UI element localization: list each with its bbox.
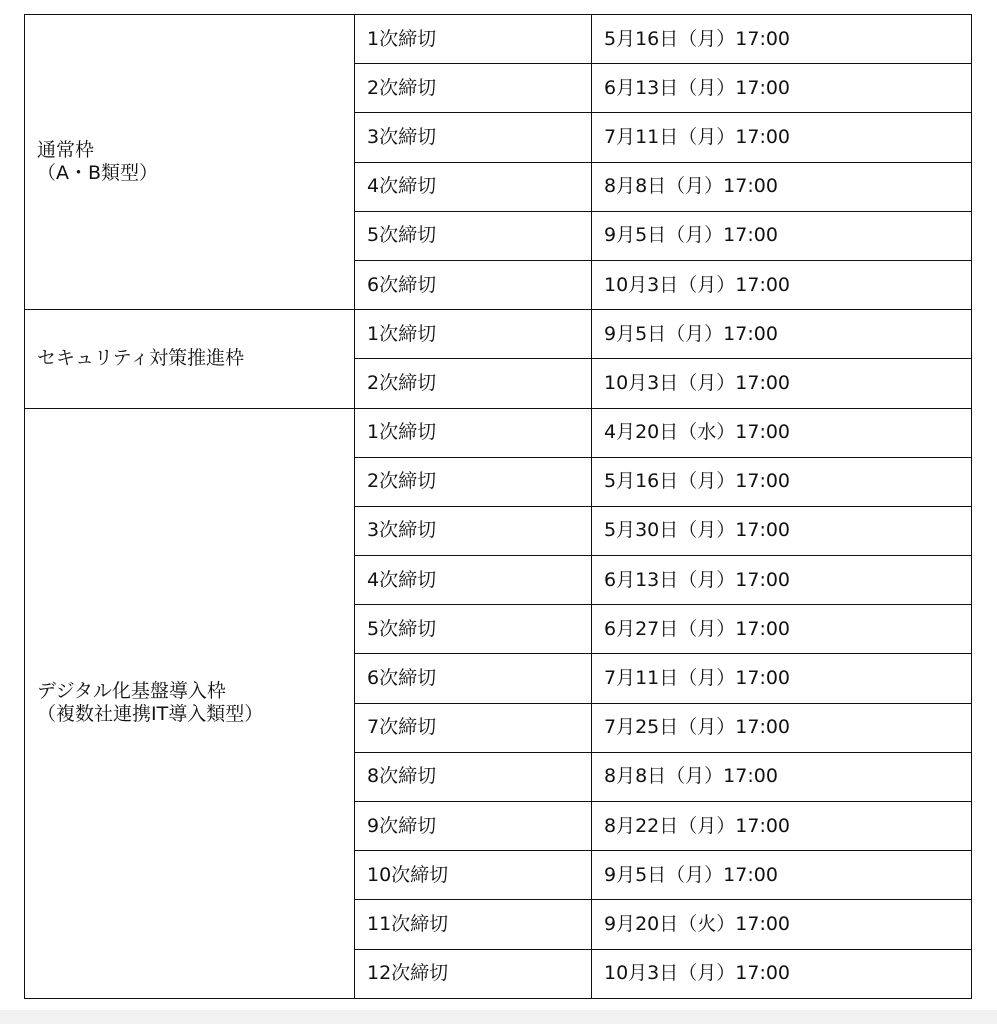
deadline-cell: 9月5日（月）17:00 xyxy=(592,851,972,900)
deadline-cell: 9月5日（月）17:00 xyxy=(592,310,972,359)
deadline-cell: 8月22日（月）17:00 xyxy=(592,802,972,851)
round-cell: 4次締切 xyxy=(355,556,592,605)
deadline-cell: 5月16日（月）17:00 xyxy=(592,15,972,64)
deadline-cell: 6月13日（月）17:00 xyxy=(592,556,972,605)
round-cell: 6次締切 xyxy=(355,260,592,309)
category-cell xyxy=(25,408,355,998)
round-cell: 12次締切 xyxy=(355,949,592,998)
round-cell: 10次締切 xyxy=(355,851,592,900)
deadline-cell: 7月11日（月）17:00 xyxy=(592,654,972,703)
round-cell: 2次締切 xyxy=(355,64,592,113)
round-cell: 5次締切 xyxy=(355,211,592,260)
deadline-cell: 8月8日（月）17:00 xyxy=(592,752,972,801)
round-cell: 1次締切 xyxy=(355,408,592,457)
category-name: デジタル化基盤導入枠 xyxy=(37,680,226,703)
deadline-cell: 9月20日（火）17:00 xyxy=(592,900,972,949)
round-cell: 8次締切 xyxy=(355,752,592,801)
round-cell: 9次締切 xyxy=(355,802,592,851)
round-cell: 3次締切 xyxy=(355,506,592,555)
round-cell: 4次締切 xyxy=(355,162,592,211)
category-name: セキュリティ対策推進枠 xyxy=(37,347,245,370)
round-cell: 1次締切 xyxy=(355,310,592,359)
round-cell: 1次締切 xyxy=(355,15,592,64)
category-subname: （複数社連携IT導入類型） xyxy=(37,703,264,726)
deadline-cell: 5月16日（月）17:00 xyxy=(592,457,972,506)
deadline-schedule-table xyxy=(24,14,972,999)
round-cell: 7次締切 xyxy=(355,703,592,752)
deadline-cell: 10月3日（月）17:00 xyxy=(592,260,972,309)
table-row xyxy=(25,408,972,457)
table-row xyxy=(25,310,972,359)
deadline-cell: 9月5日（月）17:00 xyxy=(592,211,972,260)
round-cell: 5次締切 xyxy=(355,605,592,654)
deadline-cell: 10月3日（月）17:00 xyxy=(592,949,972,998)
round-cell: 6次締切 xyxy=(355,654,592,703)
category-cell xyxy=(25,15,355,310)
page-bottom-edge xyxy=(0,1010,997,1024)
schedule-table-body xyxy=(25,15,972,999)
deadline-cell: 10月3日（月）17:00 xyxy=(592,359,972,408)
round-cell: 2次締切 xyxy=(355,359,592,408)
deadline-cell: 7月11日（月）17:00 xyxy=(592,113,972,162)
deadline-cell: 6月13日（月）17:00 xyxy=(592,64,972,113)
deadline-cell: 5月30日（月）17:00 xyxy=(592,506,972,555)
deadline-cell: 6月27日（月）17:00 xyxy=(592,605,972,654)
table-row xyxy=(25,15,972,64)
round-cell: 11次締切 xyxy=(355,900,592,949)
deadline-cell: 8月8日（月）17:00 xyxy=(592,162,972,211)
category-subname: （A・B類型） xyxy=(37,162,159,185)
deadline-cell: 4月20日（水）17:00 xyxy=(592,408,972,457)
round-cell: 2次締切 xyxy=(355,457,592,506)
round-cell: 3次締切 xyxy=(355,113,592,162)
category-name: 通常枠 xyxy=(37,139,95,162)
deadline-cell: 7月25日（月）17:00 xyxy=(592,703,972,752)
category-cell xyxy=(25,310,355,408)
